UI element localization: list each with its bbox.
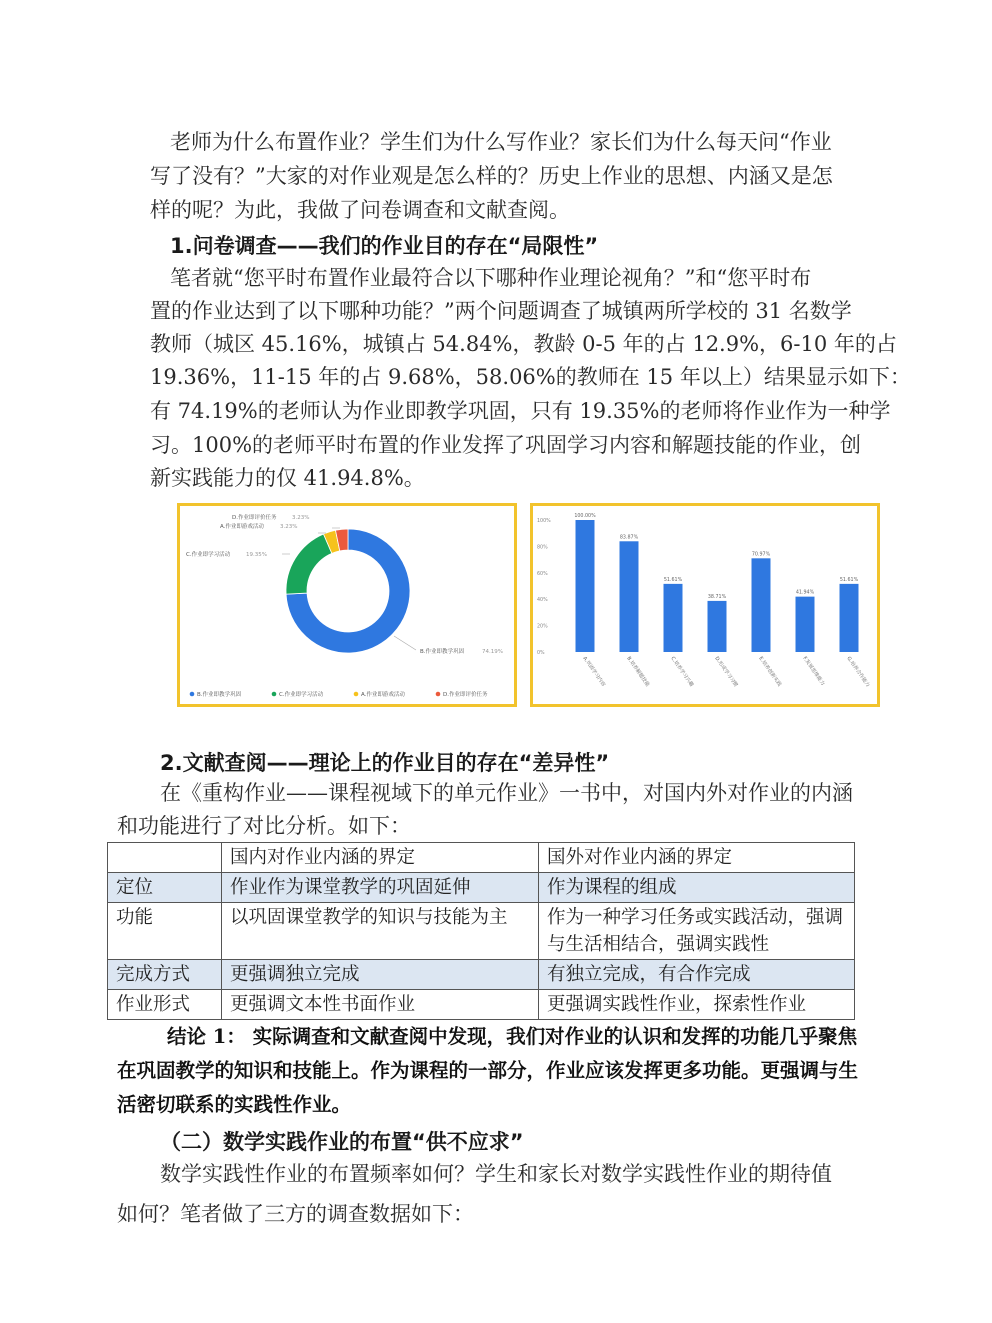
slice-label: D.作业即评价任务	[232, 515, 277, 521]
conclusion-paragraph	[117, 1020, 862, 1122]
table-cell: 作业作为课堂教学的巩固延伸	[222, 873, 539, 903]
intro-line-3: 样的呢？为此，我做了问卷调查和文献查阅。	[150, 198, 570, 222]
table-cell: 以巩固课堂教学的知识与技能为主	[222, 903, 539, 960]
table-cell: 更强调文本性书面作业	[222, 990, 539, 1020]
bar	[576, 520, 595, 652]
legend-marker	[436, 692, 441, 697]
intro-line-2: 写了没有？”大家的对作业观是怎么样的？历史上作业的思想、内涵又是怎	[150, 164, 833, 188]
legend-label: B.作业即教学巩固	[197, 692, 242, 698]
table-cell: 作为一种学习任务或实践活动，强调与生活相结合，强调实践性	[539, 903, 855, 960]
x-tick-label: B.培养解题技能	[625, 655, 651, 688]
bar-value-label: 38.71%	[707, 594, 727, 600]
x-tick-label: A.巩固学习内容	[581, 655, 607, 688]
donut-chart	[180, 506, 514, 704]
x-tick-label: E.培养创新实践	[757, 655, 783, 688]
table-row	[108, 990, 855, 1020]
table-cell: 功能	[108, 903, 222, 960]
legend-label: D.作业即评价任务	[443, 692, 488, 698]
table-header-cell: 国内对作业内涵的界定	[222, 843, 539, 873]
table-row	[108, 903, 855, 960]
section1-line-5: 有 74.19%的老师认为作业即教学巩固，只有 19.35%的老师将作业作为一种学	[150, 399, 891, 423]
table-header-cell: 国外对作业内涵的界定	[539, 843, 855, 873]
bar-value-label: 51.61%	[839, 577, 859, 583]
slice-value-label: 74.19%	[482, 649, 503, 655]
bar-value-label: 41.94%	[795, 590, 815, 596]
y-tick-label: 100%	[537, 519, 551, 524]
x-tick-label: G.培养合作能力	[845, 655, 871, 689]
legend-marker	[190, 692, 195, 697]
legend-label: C.作业即学习活动	[279, 692, 324, 698]
x-tick-label: F.发展思维能力	[801, 655, 826, 687]
conclusion-label: 结论 1：	[167, 1025, 246, 1048]
slice-value-label: 19.35%	[246, 552, 267, 558]
y-tick-label: 20%	[537, 624, 548, 630]
table-cell: 定位	[108, 873, 222, 903]
bar-chart	[533, 506, 877, 704]
comparison-table	[107, 842, 855, 1020]
section1-line-3: 教师（城区 45.16%，城镇占 54.84%，教龄 0-5 年的占 12.9%，6-10 年的占	[150, 332, 897, 356]
section1-line-6: 习。100%的老师平时布置的作业发挥了巩固学习内容和解题技能的作业，创	[150, 433, 862, 457]
bar	[840, 584, 859, 652]
table-cell: 更强调实践性作业，探索性作业	[539, 990, 855, 1020]
table-cell: 作为课程的组成	[539, 873, 855, 903]
bar	[620, 541, 639, 652]
slice-value-label: 3.23%	[292, 515, 310, 521]
section1-line-2: 置的作业达到了以下哪种功能？”两个问题调查了城镇两所学校的 31 名数学	[150, 299, 852, 323]
slice-label: A.作业即游戏活动	[220, 524, 264, 530]
x-tick-label: D.形成学习习惯	[713, 655, 739, 689]
section2-line-1: 在《重构作业——课程视域下的单元作业》一书中，对国内外对作业的内涵	[160, 781, 853, 805]
donut-chart-panel	[177, 503, 517, 707]
legend-marker	[354, 692, 359, 697]
y-tick-label: 0%	[537, 651, 545, 656]
table-header-row	[108, 843, 855, 873]
slice-label: C.作业即学习活动	[186, 552, 231, 558]
bar-value-label: 100.00%	[574, 514, 596, 519]
section1-line-4: 19.36%，11-15 年的占 9.68%，58.06%的教师在 15 年以上）结果显示如下：	[150, 365, 911, 389]
y-tick-label: 40%	[537, 598, 548, 604]
table-cell: 完成方式	[108, 960, 222, 990]
section3-line-2: 如何？笔者做了三方的调查数据如下：	[117, 1202, 474, 1226]
table-header-cell	[108, 843, 222, 873]
bar-value-label: 70.97%	[751, 552, 771, 558]
legend-label: A.作业即游戏活动	[361, 692, 405, 698]
callout-line	[394, 636, 416, 650]
bar	[664, 584, 683, 652]
bar-chart-panel	[530, 503, 880, 707]
bar	[796, 597, 815, 652]
x-tick-label: C.培养学习兴趣	[669, 655, 695, 688]
bar-value-label: 51.61%	[663, 577, 683, 583]
table-row	[108, 960, 855, 990]
section3-line-1: 数学实践性作业的布置频率如何？学生和家长对数学实践性作业的期待值	[160, 1162, 832, 1186]
section3-heading: （二）数学实践作业的布置“供不应求”	[160, 1130, 524, 1154]
section1-line-7: 新实践能力的仅 41.94.8%。	[150, 466, 425, 490]
section1-line-1: 笔者就“您平时布置作业最符合以下哪种作业理论视角？”和“您平时布	[170, 266, 812, 290]
section1-heading: 1.问卷调查——我们的作业目的存在“局限性”	[170, 234, 599, 258]
conclusion-text: 实际调查和文献查阅中发现，我们对作业的认识和发挥的功能几乎聚焦在巩固教学的知识和技能上。作为课程的一部分，作业应该发挥更多功能。更强调与生活密切联系的实践性作业。	[117, 1025, 859, 1116]
intro-line-1: 老师为什么布置作业？学生们为什么写作业？家长们为什么每天问“作业	[170, 130, 832, 154]
section2-line-2: 和功能进行了对比分析。如下：	[117, 814, 411, 838]
slice-label: B.作业即教学巩固	[420, 649, 465, 655]
bar-value-label: 83.87%	[619, 535, 639, 541]
bar	[752, 558, 771, 652]
table-cell: 更强调独立完成	[222, 960, 539, 990]
y-tick-label: 60%	[537, 571, 548, 577]
donut-slice	[286, 534, 332, 594]
section2-heading: 2.文献查阅——理论上的作业目的存在“差异性”	[160, 751, 610, 775]
table-cell: 有独立完成，有合作完成	[539, 960, 855, 990]
y-tick-label: 80%	[537, 545, 548, 551]
slice-value-label: 3.23%	[280, 524, 298, 530]
legend-marker	[272, 692, 277, 697]
table-cell: 作业形式	[108, 990, 222, 1020]
bar	[708, 601, 727, 652]
table-row	[108, 873, 855, 903]
